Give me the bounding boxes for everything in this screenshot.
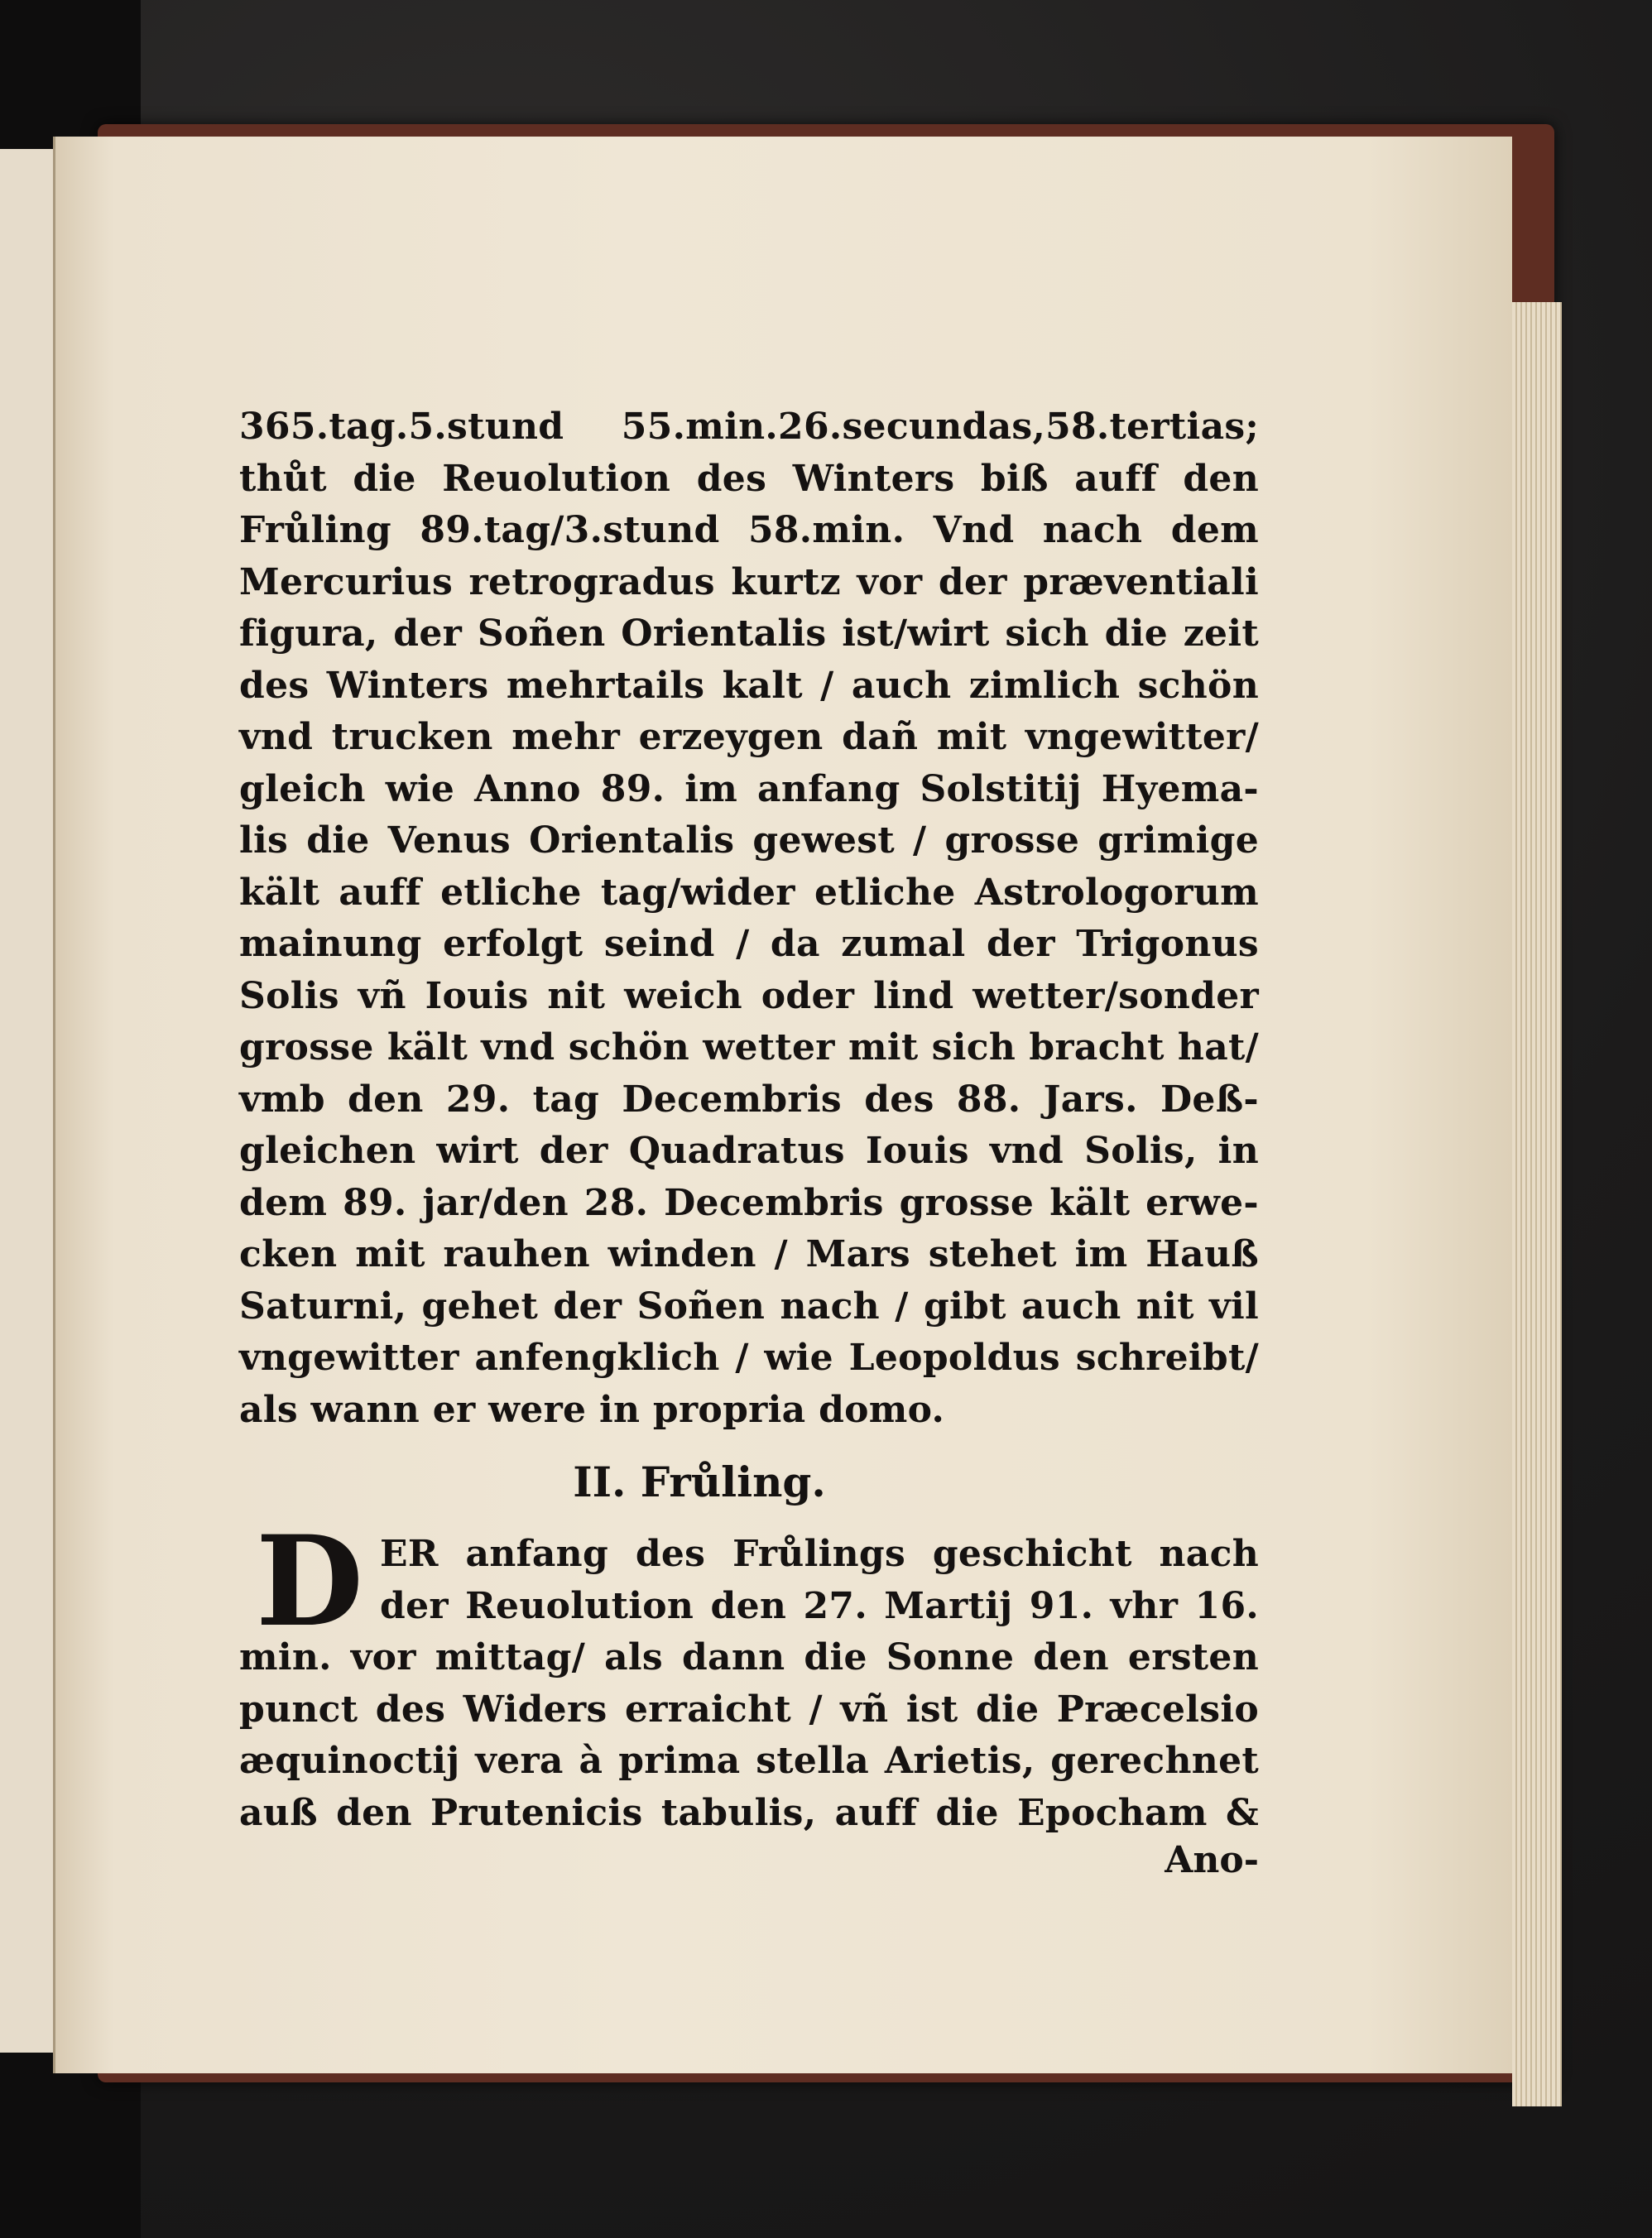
- text-line: vnd trucken mehr erzeygen dañ mit vngewitter/: [239, 716, 1259, 758]
- text-line: Frůling 89.tag/3.stund 58.min. Vnd nach dem: [239, 509, 1259, 551]
- text-line: ER anfang des Frůlings geschicht nach: [380, 1533, 1259, 1575]
- catchword: Ano-: [1165, 1839, 1259, 1881]
- text-block: [239, 401, 1259, 1982]
- text-line: der Reuolution den 27. Martij 91. vhr 16.: [380, 1584, 1259, 1627]
- text-line: kält auff etliche tag/wider etliche Astrologorum: [239, 871, 1259, 914]
- catchword-row: [239, 1839, 1259, 1891]
- text-line: thůt die Reuolution des Winters biß auff den: [239, 457, 1259, 500]
- facing-page-edge: [0, 149, 55, 2053]
- text-line: æquinoctij vera à prima stella Arietis, gerechnet: [239, 1740, 1259, 1782]
- text-line: min. vor mittag/ als dann die Sonne den ersten: [239, 1636, 1259, 1678]
- text-line: Mercurius retrogradus kurtz vor der præventiali: [239, 560, 1259, 603]
- text-line: figura, der Soñen Orientalis ist/wirt sich die zeit: [239, 612, 1259, 655]
- text-line: als wann er were in propria domo.: [239, 1388, 945, 1431]
- text-line: 365.tag.5.stund 55.min.26.secundas,58.tertias;: [239, 406, 1259, 448]
- text-line: gleichen wirt der Quadratus Iouis vnd Solis, in: [239, 1130, 1259, 1172]
- text-line: auß den Prutenicis tabulis, auff die Epocham &: [239, 1791, 1259, 1834]
- text-line: vngewitter anfengklich / wie Leopoldus schreibt/: [239, 1337, 1259, 1379]
- text-line: gleich wie Anno 89. im anfang Solstitij Hyema-: [239, 767, 1259, 810]
- section-heading: II. Frůling.: [573, 1458, 826, 1506]
- text-line: Solis vñ Iouis nit weich oder lind wetter/sonder: [239, 974, 1259, 1017]
- page-edges: [1512, 302, 1562, 2106]
- drop-cap-initial: D: [255, 1509, 364, 1654]
- text-line: lis die Venus Orientalis gewest / grosse grimige: [239, 819, 1259, 862]
- drop-cap-paragraph: [239, 1509, 1259, 1654]
- text-line: punct des Widers erraicht / vñ ist die Præcelsio: [239, 1688, 1259, 1731]
- text-line: vmb den 29. tag Decembris des 88. Jars. Deß-: [239, 1078, 1259, 1121]
- text-line: Saturni, gehet der Soñen nach / gibt auch nit vil: [239, 1285, 1259, 1328]
- text-line: cken mit rauhen winden / Mars stehet im Hauß: [239, 1233, 1259, 1275]
- text-line: grosse kält vnd schön wetter mit sich bracht hat/: [239, 1026, 1259, 1069]
- book-page: [53, 137, 1512, 2073]
- text-line: dem 89. jar/den 28. Decembris grosse kält erwe-: [239, 1181, 1259, 1224]
- text-line: des Winters mehrtails kalt / auch zimlich schön: [239, 664, 1259, 707]
- text-line: mainung erfolgt seind / da zumal der Trigonus: [239, 923, 1259, 965]
